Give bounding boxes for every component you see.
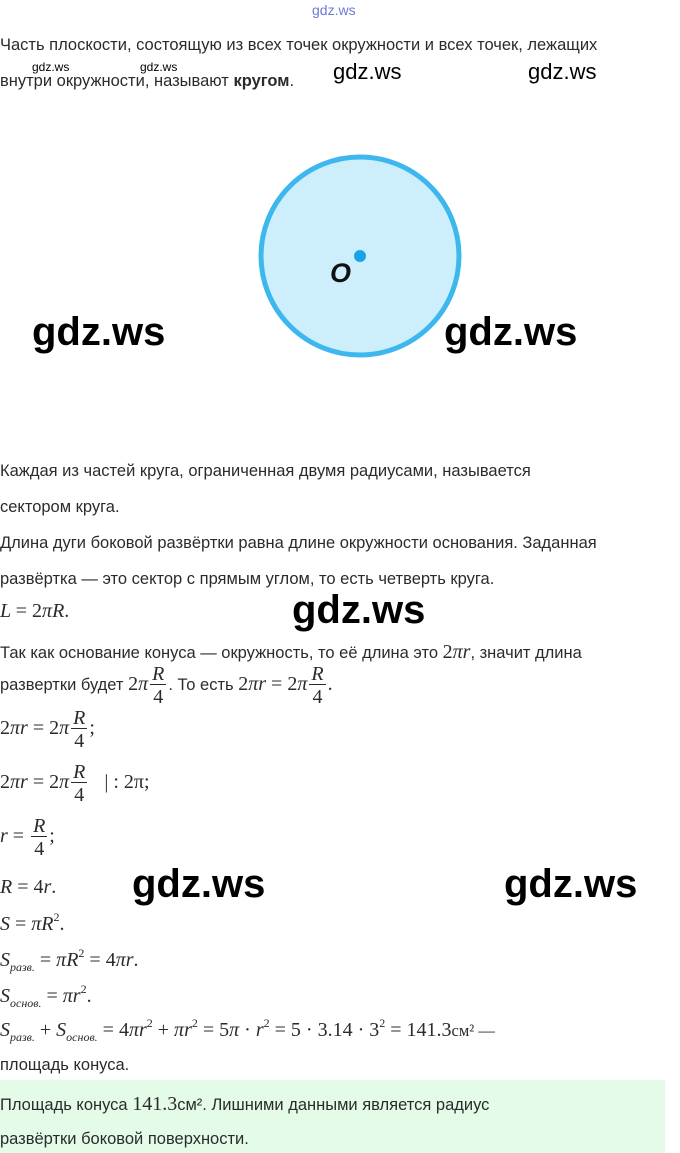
formula-circumference: L = 2πR. bbox=[0, 600, 70, 622]
watermark-mid: gdz.ws bbox=[333, 59, 402, 84]
watermark-big: gdz.ws bbox=[32, 310, 166, 354]
unit-cm2: см² bbox=[451, 1021, 475, 1040]
circle-center-dot bbox=[354, 250, 366, 262]
circle-figure bbox=[256, 152, 464, 360]
watermark-small: gdz.ws bbox=[140, 60, 178, 74]
equation-area: $S = \pi R^2$. bbox=[0, 910, 65, 935]
answer-text-end: см². Лишними данными является радиус bbox=[177, 1096, 490, 1114]
definition-period: . bbox=[289, 72, 295, 90]
circle-center-label: O bbox=[330, 258, 352, 288]
answer-line-1 bbox=[0, 1092, 489, 1116]
base-line bbox=[0, 640, 582, 664]
unfold-text-mid: . То есть bbox=[168, 676, 239, 695]
equation-base-area: $S_{основ.} = \pi r^2$. bbox=[0, 982, 92, 1010]
watermark-big: gdz.ws bbox=[444, 310, 578, 354]
watermark-small: gdz.ws bbox=[32, 60, 70, 74]
arc-line-2: развёртка — это сектор с прямым углом, то есть четверть круга. bbox=[0, 570, 495, 588]
definition-line-2 bbox=[0, 72, 294, 92]
answer-text: Площадь конуса bbox=[0, 1096, 133, 1114]
watermark-big: gdz.ws bbox=[132, 862, 266, 906]
dash: — bbox=[474, 1021, 495, 1040]
watermark-big: gdz.ws bbox=[292, 588, 426, 632]
answer-line-2: развёртки боковой поверхности. bbox=[0, 1130, 249, 1148]
base-text-end: , значит длина bbox=[470, 644, 582, 662]
formula-2pir: 2πr bbox=[442, 641, 471, 663]
watermark-big: gdz.ws bbox=[504, 862, 638, 906]
equation-step-3: r = $\frac{R}{4}$ ; bbox=[0, 815, 55, 860]
formula-equality: 2πr = 2π $\frac{R}{4}$ . bbox=[238, 663, 333, 708]
watermark-mid: gdz.ws bbox=[528, 59, 597, 84]
equation-total-area: $S_{разв.} + S_{основ.} = 4\pi r^2 + \pi r^2 = 5\pi \cdot r^2 = 5 \cdot 3.14 \cdot 3^2 = 141.3см^2$ — bbox=[0, 1016, 495, 1044]
watermark-top: gdz.ws bbox=[312, 2, 356, 18]
sector-line-2: сектором круга. bbox=[0, 498, 120, 516]
definition-term: кругом bbox=[233, 72, 290, 90]
arc-line-1: Длина дуги боковой развёртки равна длине окружности основания. Заданная bbox=[0, 534, 597, 552]
unfold-text: развертки будет bbox=[0, 676, 129, 695]
base-text: Так как основание конуса — окружность, то её длина это bbox=[0, 644, 443, 662]
equation-lateral-area: $S_{разв.} = \pi R^2 = 4\pi r$. bbox=[0, 946, 139, 974]
answer-box bbox=[0, 1080, 665, 1153]
definition-line-1: Часть плоскости, состоящую из всех точек окружности и всех точек, лежащих bbox=[0, 36, 598, 54]
equation-step-2: 2πr = 2π $\frac{R}{4}$ | : 2π; bbox=[0, 761, 150, 806]
circle-illustration bbox=[256, 152, 464, 360]
equation-step-1: 2πr = 2π $\frac{R}{4}$ ; bbox=[0, 707, 95, 752]
definition-text: внутри окружности, называют bbox=[0, 72, 234, 90]
equation-step-4: R = 4r. bbox=[0, 876, 57, 898]
sector-line-1: Каждая из частей круга, ограниченная двумя радиусами, называется bbox=[0, 462, 531, 480]
answer-value: 141.3 bbox=[132, 1093, 178, 1115]
unfold-line bbox=[0, 664, 333, 707]
area-label: площадь конуса. bbox=[0, 1056, 130, 1074]
formula-unfold: 2π $\frac{R}{4}$ bbox=[128, 663, 165, 708]
